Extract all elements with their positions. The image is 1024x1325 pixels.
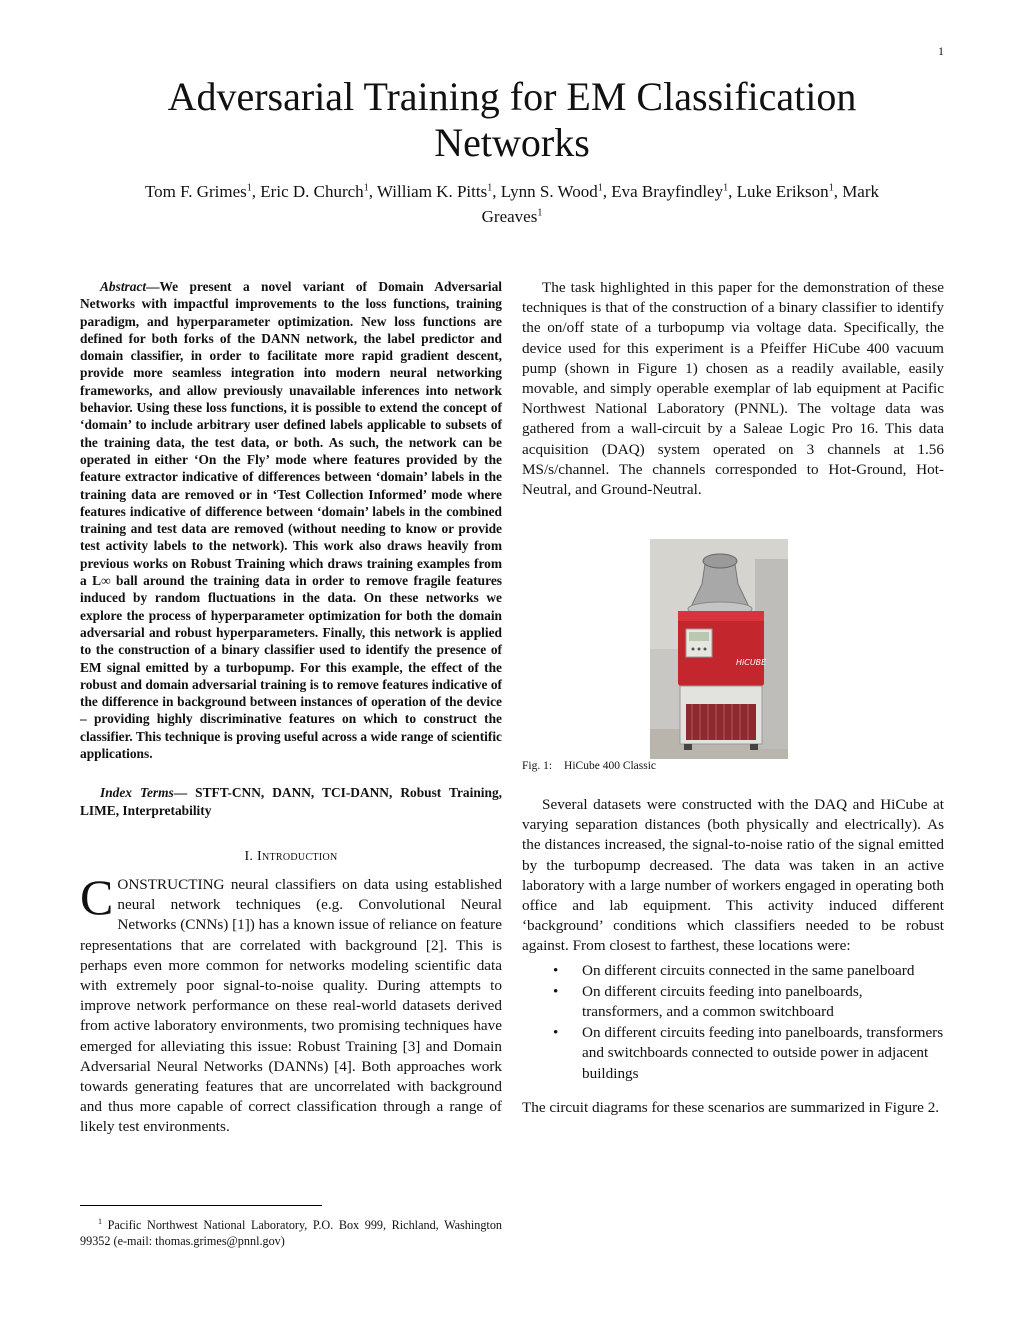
section-heading-introduction: I. Introduction xyxy=(244,848,338,864)
author: Tom F. Grimes$^1$, xyxy=(144,181,261,201)
index-terms: Index Terms— STFT-CNN, DANN, TCI-DANN, Robust Training, LIME, Interpretability xyxy=(80,785,502,818)
paper-title xyxy=(0,74,1024,166)
paragraph-circuit-diagrams: The circuit diagrams for these scenarios are summarized in Figure 2. xyxy=(522,1098,940,1116)
author: Mark Greaves$^1$ xyxy=(481,181,880,227)
figure-caption xyxy=(522,760,656,772)
author: Lynn S. Wood$^1$, xyxy=(500,181,612,201)
author-list xyxy=(140,177,884,228)
list-item: • On different circuits connected in the same panelboard xyxy=(522,961,944,981)
title-line-1: Adversarial Training for EM Classification xyxy=(167,74,857,119)
abstract-label: Abstract xyxy=(100,279,147,294)
hicube-pump-illustration xyxy=(650,539,788,759)
page-number: 1 xyxy=(938,44,944,58)
list-item: • On different circuits feeding into panelboards, transformers, and a common switchboard xyxy=(553,982,863,1021)
bullet-icon: • xyxy=(553,1024,559,1042)
left-column xyxy=(80,278,502,1138)
author: Luke Erikson$^1$, xyxy=(736,181,843,201)
footnote: $^1$ Pacific Northwest National Laboratory, P.O. Box 999, Richland, Washington 99352 (e-mail: thomas.grimes@pnnl.gov) xyxy=(80,1217,503,1249)
author: Eric D. Church$^1$, xyxy=(260,181,377,201)
list-item: • On different circuits feeding into panelboards, transformers and switchboards connected to outside power in adjacent buildings xyxy=(553,1024,944,1082)
intro-paragraph: CONSTRUCTING neural classifiers on data using established neural network techniques (e.g. Convolutional Neural Networks (CNNs) [1]) has a known issue of reliance on feature representations that are correlated with background [2]. This is perhaps even more common for networks modeling scientific data with extremely poor signal-to-noise quality. During attempts to improve network performance on these real-world datasets derived from active laboratory environments, two promising techniques have emerged for alleviating this issue: Robust Training [3] and Domain Adversarial Neural Networks (DANNs) [4]. Both approaches work towards generating features that are uncorrelated with background and thus more capable of correct classification through a range of likely test environments. xyxy=(80,868,502,1136)
right-column-lower xyxy=(522,795,944,1118)
figure-label: Fig. 1: xyxy=(522,760,553,772)
index-terms-text: STFT-CNN, DANN, TCI-DANN, Robust Training, LIME, Interpretability xyxy=(80,785,502,818)
paragraph-task: The task highlighted in this paper for the demonstration of these techniques is that of the construction of a binary classifier to identify the on/off state of a turbopump via voltage data. Specifically, the device used for this experiment is a Pfeiffer HiCube 400 vacuum pump (shown in Figure 1) chosen as a readily available, easily movable, and simply operable exemplar of lab equipment at Pacific Northwest National Laboratory (PNNL). The voltage data was gathered from a wall-circuit by a Saleae Logic Pro 16. This data acquisition (DAQ) system operated on 3 channels at 1.56 MS/s/channel. The channels corresponded to Hot-Ground, Hot-Neutral, and Ground-Neutral. xyxy=(522,279,944,499)
index-terms-label: Index Terms xyxy=(100,785,174,801)
panel-brand-text: HiCUBE xyxy=(736,658,767,667)
figure-caption-text: HiCube 400 Classic xyxy=(564,760,657,772)
drop-cap: C xyxy=(80,868,114,925)
author: Eva Brayfindley$^1$, xyxy=(611,181,737,201)
figure-hicube-photo xyxy=(650,539,788,759)
right-column xyxy=(522,278,944,500)
paragraph-datasets: Several datasets were constructed with the DAQ and HiCube at varying separation distances (both physically and electrically). As the distances increased, the signal-to-noise ratio of the signal emitted by the turbopump decreased. The data was taken in an active laboratory with a large number of workers engaged in operating both office and lab equipment. This activity induced different ‘background’ conditions which classifiers needed to be robust against. From closest to farthest, these locations were: xyxy=(522,796,944,955)
author: William K. Pitts$^1$, xyxy=(376,181,501,201)
bullet-icon: • xyxy=(553,961,559,979)
title-line-2: Networks xyxy=(434,120,590,165)
abstract: Abstract—We present a novel variant of Domain Adversarial Networks with impactful improvements to the loss functions, training paradigm, and hyperparameter optimization. New loss functions are defined for both forks of the DANN network, the label predictor and domain classifier, in order to facilitate more rapid gradient descent, provide more seamless integration into modern neural networking frameworks, and allow previously unavailable inferences into network behavior. Using these loss functions, it is possible to extend the concept of ‘domain’ to include arbitrary user defined labels applicable to subsets of the training data, the test data, or both. As such, the network can be operated in either ‘On the Fly’ mode where features provided by the feature extractor indicative of differences between ‘domain’ labels in the training data are removed or in ‘Test Collection Informed’ mode where features indicative of difference between ‘domain’ labels in the combined training and test data are removed (without needing to know or provide test activity labels to the network). This work also draws heavily from previous works on Robust Training which draws training examples from a L∞ ball around the training data in order to remove fragile features induced by random fluctuations in the data. On these networks we explore the process of hyperparameter optimization for both the domain adversarial and robust hyperparameters. Finally, this network is applied to the construction of a binary classifier used to identify the presence of EM signal emitted by a turbopump. For this example, the effect of the robust and domain adversarial training is to remove features indicative of the difference in background between instances of operation of the device – providing highly discriminative features on which to construct the classifier. This technique is proving useful across a wide range of scientific applications. xyxy=(80,279,502,762)
location-list xyxy=(522,961,944,1084)
footnote-divider xyxy=(80,1205,322,1206)
abstract-text: We present a novel variant of Domain Adversarial Networks with impactful improvements to the loss functions, training paradigm, and hyperparameter optimization. New loss functions are defined for both forks of the DANN network, the label predictor and domain classifier, in order to facilitate more rapid gradient descent, provide more seamless integration into modern neural networking frameworks, and allow previously unavailable inferences into network behavior. Using these loss functions, it is possible to extend the concept of ‘domain’ to include arbitrary user defined labels applicable to subsets of the training data, the test data, or both. As such, the network can be operated in either ‘On the Fly’ mode where features provided by the feature extractor indicative of differences between ‘domain’ labels in the training data are removed or in ‘Test Collection Informed’ mode where features indicative of difference between ‘domain’ labels in the combined training and test data are removed (without needing to know or provide test activity labels to the network). This work also draws heavily from previous works on Robust Training which draws training examples from a L∞ ball around the training data in order to remove fragile features induced by random fluctuations in the data. On these networks we explore the process of hyperparameter optimization for both the domain adversarial and robust hyperparameters. Finally, this network is applied to the construction of a binary classifier used to identify the presence of EM signal emitted by a turbopump. For this example, the effect of the robust and domain adversarial training is to remove features indicative of the difference in background between instances of operation of the device – providing highly discriminative features on which to construct the classifier. This technique is proving useful across a wide range of scientific applications. xyxy=(80,279,502,762)
bullet-icon: • xyxy=(553,982,559,1000)
